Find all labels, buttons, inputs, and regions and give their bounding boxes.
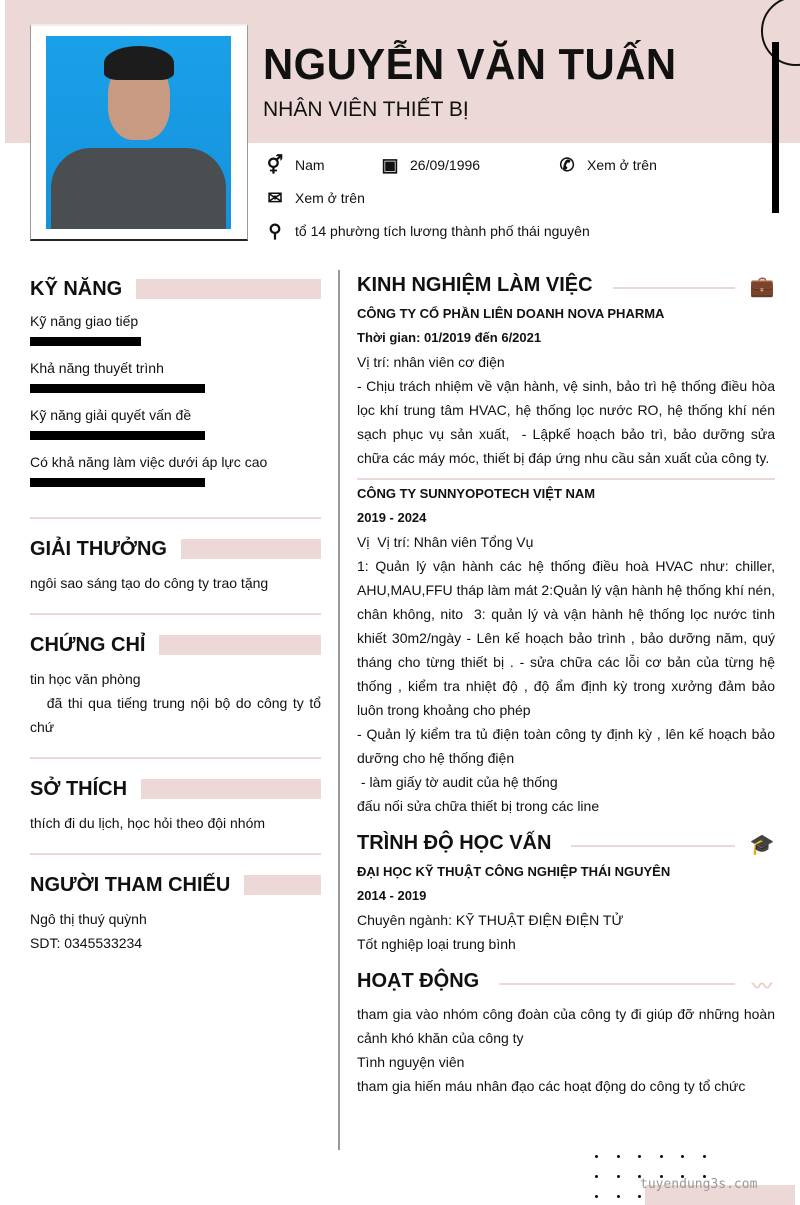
section-heading: CHỨNG CHỈ xyxy=(30,633,146,656)
section-heading: TRÌNH ĐỘ HỌC VẤN xyxy=(357,831,552,854)
section-heading: KỸ NĂNG xyxy=(30,277,123,300)
info-email xyxy=(265,188,365,208)
company-name: CÔNG TY CỔ PHẦN LIÊN DOANH NOVA PHARMA xyxy=(357,306,665,321)
skill-label: Kỹ năng giao tiếp xyxy=(30,313,139,329)
job-period: 2019 - 2024 xyxy=(357,510,427,525)
activities-heading-row xyxy=(357,966,775,996)
activities-text: tham gia vào nhóm công đoàn của công ty đi giúp đỡ những hoàn cảnh khó khăn của công ty Tình nguyện viên tham gia hiến máu nhân đạo các hoạt động do công ty tổ chức xyxy=(357,1006,775,1094)
hobbies-text: thích đi du lịch, học hỏi theo đội nhóm xyxy=(30,815,266,831)
phone-icon: ✆ xyxy=(559,154,575,175)
info-address xyxy=(265,221,590,241)
job-period: Thời gian: 01/2019 đến 6/2021 xyxy=(357,330,542,345)
email-value: Xem ở trên xyxy=(295,190,365,206)
briefcase-icon: 💼 xyxy=(749,276,775,298)
info-phone xyxy=(557,155,657,175)
column-divider xyxy=(338,270,340,1150)
skill-label: Có khả năng làm việc dưới áp lực cao xyxy=(30,454,268,470)
skills-section xyxy=(30,277,321,519)
address-value: tổ 14 phường tích lương thành phố thái nguyên xyxy=(295,223,590,239)
job-description: Vị Vị trí: Nhân viên Tổng Vụ 1: Quản lý vận hành các hệ thống điều hoà HVAC như: chiller, AHU,MAU,FFU tháp làm mát 2:Quản lý vận hành hệ thống khí nén, chân không, nito 3: quản lý và vận hành hệ thống lọc nước tinh khiết 30m2/ngày - Lên kế hoạch bảo trình , bảo dưỡng năm, quý tháng cho từng thiết bị . - sửa chữa các lỗi cơ bản của từng hệ thống , kiểm tra nhiệt độ , độ ẩm định kỳ trong xưởng đảm bảo luôn trong khoảng cho phép - Quản lý kiểm tra tủ điện toàn công ty định kỳ , lên kế hoạch bảo dưỡng cho hệ thống điện - làm giấy tờ audit của hệ thống đấu nối sửa chữa thiết bị trong các line xyxy=(357,534,775,814)
map-pin-icon: ⚲ xyxy=(268,220,282,241)
dot xyxy=(617,1175,620,1178)
gender-icon: ⚥ xyxy=(266,154,284,175)
heading-accent xyxy=(244,875,321,895)
right-column xyxy=(357,270,775,1098)
dot xyxy=(703,1155,706,1158)
school-name: ĐẠI HỌC KỸ THUẬT CÔNG NGHIỆP THÁI NGUYÊN xyxy=(357,864,671,879)
dot xyxy=(681,1155,684,1158)
section-heading: NGƯỜI THAM CHIẾU xyxy=(30,873,231,896)
birthday-value: 26/09/1996 xyxy=(410,157,481,173)
dot xyxy=(595,1155,598,1158)
hobbies-section xyxy=(30,777,321,855)
awards-section xyxy=(30,537,321,615)
awards-text: ngôi sao sáng tạo do công ty trao tặng xyxy=(30,575,269,591)
skill-level-bar xyxy=(30,384,205,393)
education-period: 2014 - 2019 xyxy=(357,888,427,903)
graduation-cap-icon: 🎓 xyxy=(749,834,775,856)
job-entry xyxy=(357,482,775,818)
company-name: CÔNG TY SUNNYOPOTECH VIỆT NAM xyxy=(357,486,596,501)
candidate-name: NGUYỄN VĂN TUẤN xyxy=(263,40,677,89)
info-birthday xyxy=(380,155,480,175)
info-gender xyxy=(265,155,325,175)
education-description: Chuyên ngành: KỸ THUẬT ĐIỆN ĐIỆN TỬ Tốt nghiệp loại trung bình xyxy=(357,912,624,952)
skill-level-bar xyxy=(30,478,205,487)
heading-accent xyxy=(141,779,321,799)
heading-line xyxy=(499,983,735,985)
dot xyxy=(617,1155,620,1158)
job-title: NHÂN VIÊN THIẾT BỊ xyxy=(263,98,469,121)
references-section xyxy=(30,873,321,973)
job-separator xyxy=(357,478,775,480)
dot xyxy=(638,1195,641,1198)
section-heading: GIẢI THƯỞNG xyxy=(30,537,167,560)
references-text: Ngô thị thuý quỳnh SDT: 0345533234 xyxy=(30,911,147,951)
gender-value: Nam xyxy=(295,157,325,173)
calendar-icon: ▣ xyxy=(381,154,399,175)
certificates-section xyxy=(30,633,321,759)
heading-line xyxy=(571,845,735,847)
left-column xyxy=(30,277,321,991)
dot xyxy=(595,1195,598,1198)
dot xyxy=(617,1195,620,1198)
dot xyxy=(638,1155,641,1158)
section-heading: HOẠT ĐỘNG xyxy=(357,969,480,992)
skill-level-bar xyxy=(30,337,141,346)
heading-accent xyxy=(136,279,321,299)
job-description: Vị trí: nhân viên cơ điện - Chịu trách nhiệm về vận hành, vệ sinh, bảo trì hệ thống điều hòa lọc khí trung tâm HVAC, hệ thống lọc nước RO, hệ thống khí nén sạch phục vụ sản xuất, - Lậpkế hoạch bảo trì, bảo dưỡng sửa chữa các máy móc, thiết bị đáp ứng nhu cầu sản xuất của công ty. xyxy=(357,354,775,466)
dot xyxy=(595,1175,598,1178)
skill-label: Khả năng thuyết trình xyxy=(30,360,164,376)
skill-label: Kỹ năng giải quyết vấn đề xyxy=(30,407,192,423)
section-heading: SỞ THÍCH xyxy=(30,777,128,800)
watermark: tuyendung3s.com xyxy=(640,1177,758,1192)
experience-heading-row xyxy=(357,270,775,300)
phone-value: Xem ở trên xyxy=(587,157,657,173)
dot xyxy=(660,1155,663,1158)
profile-photo xyxy=(46,36,231,229)
decorative-bar xyxy=(772,42,779,213)
heading-accent xyxy=(159,635,321,655)
skill-level-bar xyxy=(30,431,205,440)
heading-accent xyxy=(181,539,321,559)
certificates-text: tin học văn phòng đã thi qua tiếng trung nội bộ do công ty tổ chứ xyxy=(30,671,322,735)
section-heading: KINH NGHIỆM LÀM VIỆC xyxy=(357,273,593,296)
heartbeat-icon: 〰 xyxy=(752,976,772,998)
envelope-icon: ✉ xyxy=(267,187,283,208)
heading-line xyxy=(613,287,735,289)
job-entry xyxy=(357,302,775,470)
education-heading-row xyxy=(357,828,775,858)
